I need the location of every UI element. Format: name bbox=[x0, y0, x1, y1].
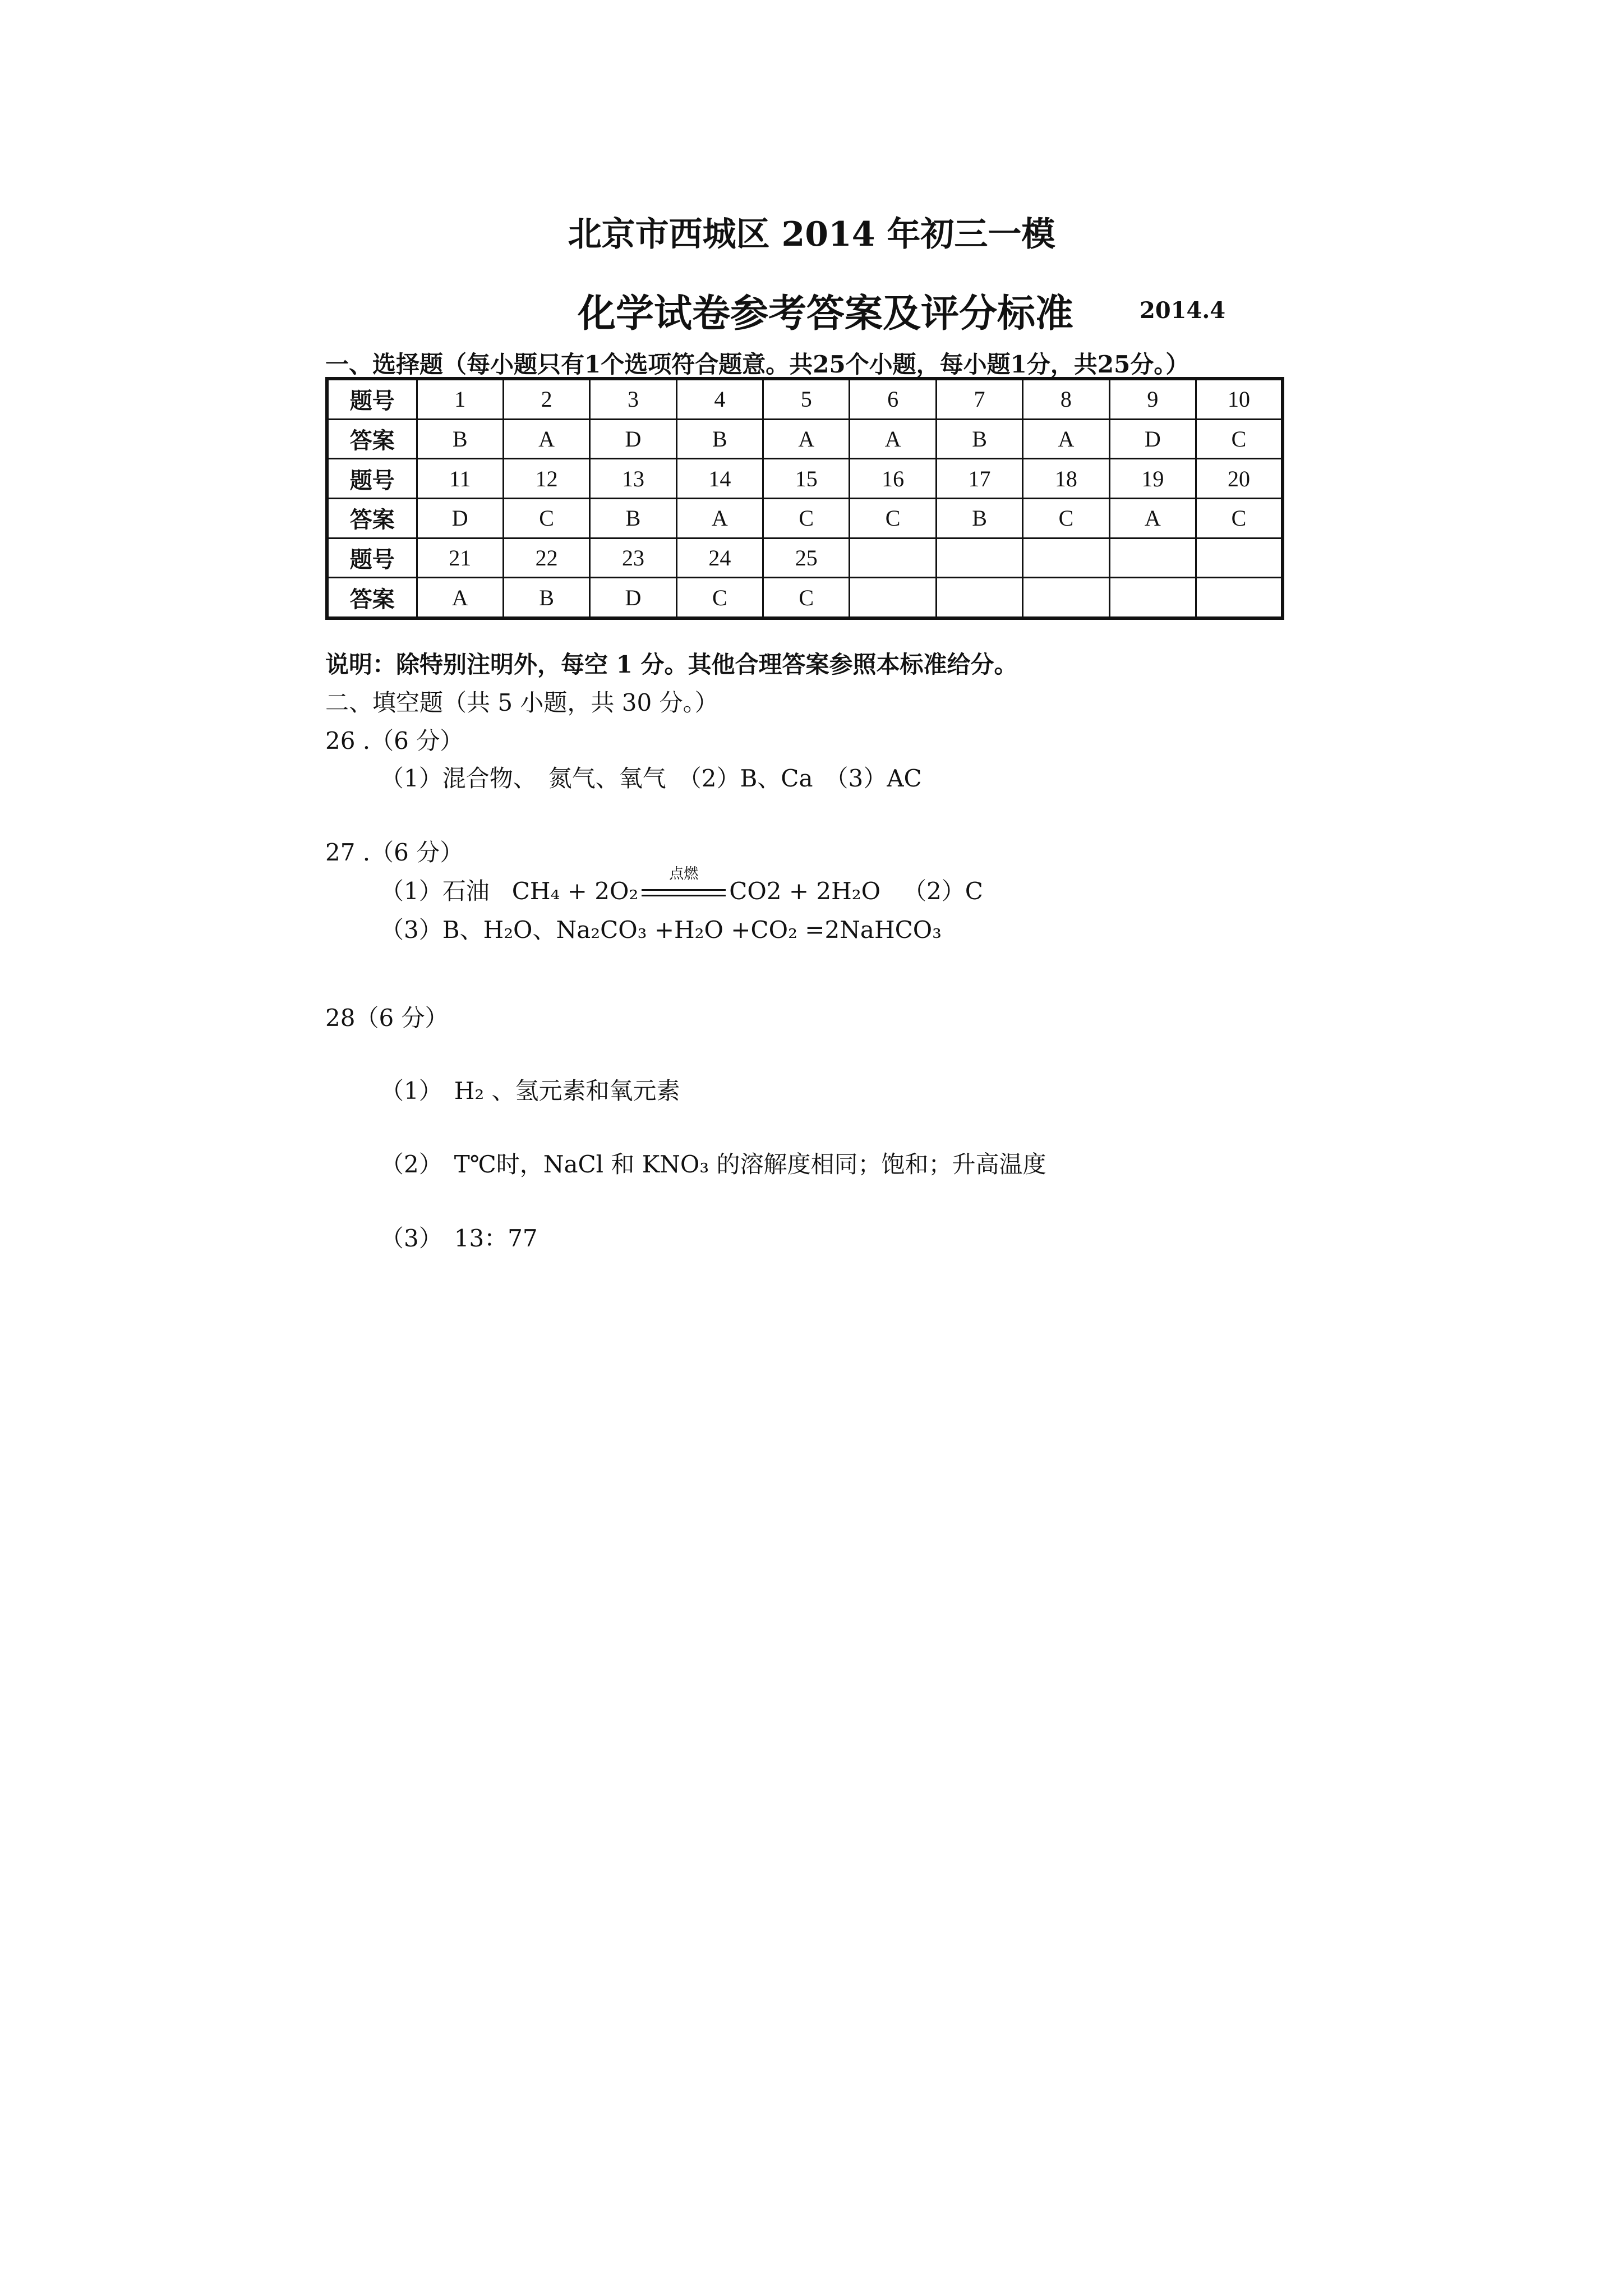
answer-cell: C bbox=[1196, 419, 1283, 459]
answer-cell: C bbox=[763, 578, 850, 618]
section1-heading: 一、选择题（每小题只有1个选项符合题意。共25个小题，每小题1分，共25分。） bbox=[325, 351, 1189, 378]
question-number-cell: 13 bbox=[590, 459, 676, 499]
answer-cell: D bbox=[1109, 419, 1196, 459]
q27-answer-line-2: （3）B、H₂O、Na₂CO₃ +H₂O +CO₂ =2NaHCO₃ bbox=[380, 916, 942, 944]
answer-cell: D bbox=[590, 578, 676, 618]
answer-row-label: 答案 bbox=[327, 578, 417, 618]
answer-cell: D bbox=[417, 498, 503, 538]
answer-row-label: 答案 bbox=[327, 498, 417, 538]
q27-part1-prefix: （1）石油 bbox=[380, 877, 490, 905]
answer-cell: A bbox=[763, 419, 850, 459]
answer-row-label: 答案 bbox=[327, 419, 417, 459]
question-number-cell: 2 bbox=[503, 379, 589, 419]
question-number-cell: 24 bbox=[676, 538, 763, 578]
question-number-cell: 19 bbox=[1109, 459, 1196, 499]
answer-cell: A bbox=[417, 578, 503, 618]
q27-equation-left: CH₄ + 2O₂ bbox=[511, 877, 639, 905]
answer-cell: B bbox=[676, 419, 763, 459]
reaction-condition-label: 点燃 bbox=[669, 866, 699, 882]
q27-heading: 27 .（6 分） bbox=[325, 839, 464, 866]
question-number-row-label: 题号 bbox=[327, 459, 417, 499]
answer-cell: B bbox=[936, 498, 1022, 538]
q27-equation-right: CO2 + 2H₂O bbox=[729, 877, 881, 905]
answer-cell: A bbox=[850, 419, 936, 459]
question-number-cell: 20 bbox=[1196, 459, 1283, 499]
answer-cell: B bbox=[417, 419, 503, 459]
answer-cell: C bbox=[676, 578, 763, 618]
question-number-cell: 3 bbox=[590, 379, 676, 419]
question-number-cell: 8 bbox=[1023, 379, 1109, 419]
question-number-cell: 11 bbox=[417, 459, 503, 499]
q27-answer-line-1 bbox=[380, 866, 983, 907]
page-subtitle: 化学试卷参考答案及评分标准 bbox=[578, 291, 1074, 336]
question-number-row bbox=[327, 459, 1283, 499]
q28-answer-line-3: （3） 13：77 bbox=[380, 1225, 538, 1252]
question-number-row bbox=[327, 538, 1283, 578]
answer-row bbox=[327, 498, 1283, 538]
q28-heading: 28（6 分） bbox=[325, 1004, 449, 1032]
question-number-cell: 4 bbox=[676, 379, 763, 419]
question-number-cell: 23 bbox=[590, 538, 676, 578]
q26-heading: 26 .（6 分） bbox=[325, 727, 464, 754]
question-number-cell: 6 bbox=[850, 379, 936, 419]
scoring-note: 说明：除特别注明外，每空 1 分。其他合理答案参照本标准给分。 bbox=[325, 651, 1018, 678]
answer-cell: C bbox=[850, 498, 936, 538]
question-number-cell: 25 bbox=[763, 538, 850, 578]
answer-cell: A bbox=[1023, 419, 1109, 459]
q28-answer-line-1: （1） H₂ 、氢元素和氧元素 bbox=[380, 1077, 680, 1105]
answer-row bbox=[327, 419, 1283, 459]
question-number-cell: 17 bbox=[936, 459, 1022, 499]
question-number-cell: 18 bbox=[1023, 459, 1109, 499]
answer-cell: D bbox=[590, 419, 676, 459]
answer-cell: C bbox=[1023, 498, 1109, 538]
reaction-condition-arrow bbox=[642, 866, 726, 905]
question-number-cell: 12 bbox=[503, 459, 589, 499]
answer-cell: C bbox=[763, 498, 850, 538]
answer-cell: A bbox=[1109, 498, 1196, 538]
answer-cell: B bbox=[936, 419, 1022, 459]
answer-cell: A bbox=[503, 419, 589, 459]
answer-row bbox=[327, 578, 1283, 618]
q26-answer-line: （1）混合物、 氮气、氧气 （2）B、Ca （3）AC bbox=[380, 765, 922, 792]
question-number-cell: 7 bbox=[936, 379, 1022, 419]
section2-heading: 二、填空题（共 5 小题，共 30 分。） bbox=[325, 689, 718, 716]
answer-cell: C bbox=[1196, 498, 1283, 538]
question-number-cell: 21 bbox=[417, 538, 503, 578]
question-number-cell bbox=[850, 538, 936, 578]
question-number-row-label: 题号 bbox=[327, 538, 417, 578]
answer-cell: C bbox=[503, 498, 589, 538]
question-number-cell: 15 bbox=[763, 459, 850, 499]
question-number-cell: 9 bbox=[1109, 379, 1196, 419]
question-number-cell: 22 bbox=[503, 538, 589, 578]
question-number-cell: 1 bbox=[417, 379, 503, 419]
answer-cell bbox=[1196, 578, 1283, 618]
question-number-cell bbox=[1196, 538, 1283, 578]
question-number-row-label: 题号 bbox=[327, 379, 417, 419]
answer-cell: B bbox=[590, 498, 676, 538]
question-number-row bbox=[327, 379, 1283, 419]
q27-part1-suffix: （2）C bbox=[903, 877, 983, 905]
q28-answer-line-2: （2） T℃时，NaCl 和 KNO₃ 的溶解度相同；饱和；升高温度 bbox=[380, 1151, 1046, 1178]
answer-table bbox=[325, 377, 1284, 620]
question-number-cell: 16 bbox=[850, 459, 936, 499]
answer-cell bbox=[850, 578, 936, 618]
answer-cell bbox=[1023, 578, 1109, 618]
answer-cell: A bbox=[676, 498, 763, 538]
question-number-cell bbox=[1023, 538, 1109, 578]
question-number-cell: 14 bbox=[676, 459, 763, 499]
answer-cell bbox=[1109, 578, 1196, 618]
answer-cell: B bbox=[503, 578, 589, 618]
document-date: 2014.4 bbox=[1140, 297, 1226, 324]
answer-cell bbox=[936, 578, 1022, 618]
question-number-cell bbox=[936, 538, 1022, 578]
question-number-cell: 10 bbox=[1196, 379, 1283, 419]
page-title: 北京市西城区 2014 年初三一模 bbox=[568, 215, 1055, 254]
question-number-cell bbox=[1109, 538, 1196, 578]
question-number-cell: 5 bbox=[763, 379, 850, 419]
